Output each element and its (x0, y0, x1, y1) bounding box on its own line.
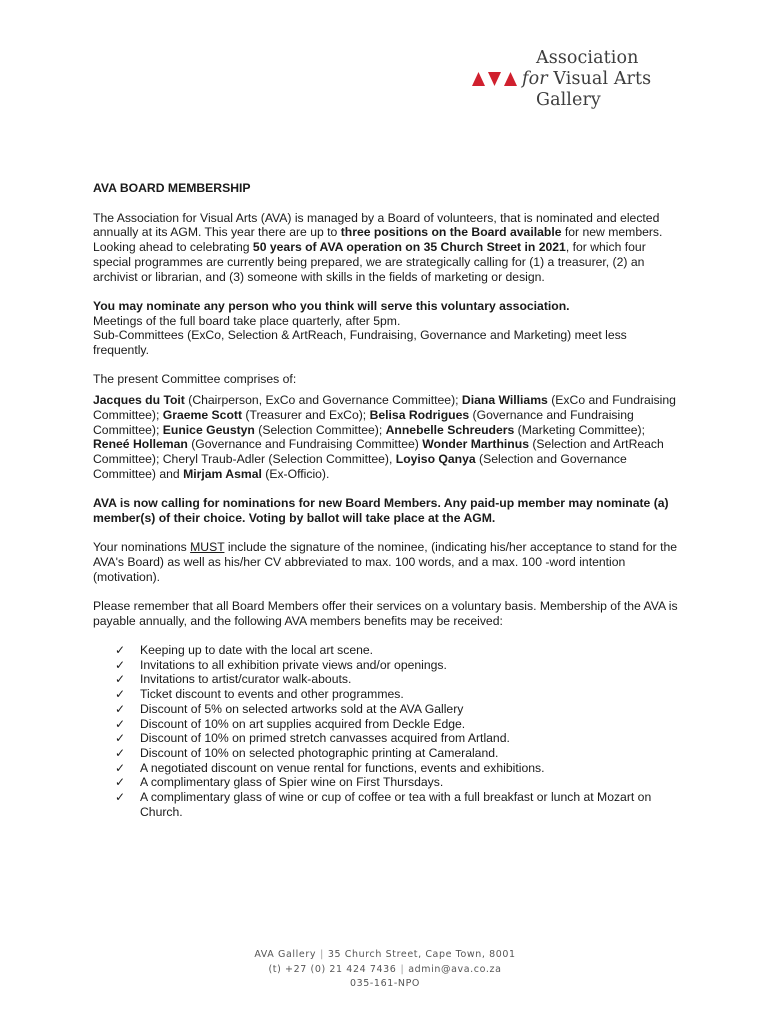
benefit-item (115, 775, 683, 790)
committee-member-name: Eunice Geustyn (162, 422, 255, 437)
committee-member-name: Wonder Marthinus (422, 437, 529, 452)
checkmark-icon: ✓ (115, 790, 126, 805)
committee-member-role: (Governance and Fundraising Committee) (187, 437, 423, 452)
committee-member-role: (Selection Committee); (254, 422, 386, 437)
benefit-item (115, 731, 683, 746)
call-for-nominations: AVA is now calling for nominations for new Board Members. Any paid-up member may nominate (a) member(s) of their choice. Voting by ballot will take place at the AGM. (93, 496, 669, 525)
committee-intro: The present Committee comprises of: (93, 372, 297, 387)
checkmark-icon: ✓ (115, 760, 126, 775)
document-body (93, 181, 683, 819)
committee-member-role: (Ex-Officio). (261, 466, 330, 481)
benefit-text: Discount of 10% on art supplies acquired from Deckle Edge. (140, 716, 466, 731)
logo-line-gallery: Gallery (536, 90, 601, 110)
committee-member-name: Jacques du Toit (93, 393, 185, 408)
benefit-item (115, 672, 683, 687)
committee-member-role: (Selection and Governance Committee) and (93, 451, 627, 481)
benefit-text: Ticket discount to events and other programmes. (140, 687, 404, 702)
logo-wordmark (522, 48, 652, 111)
membership-remember: Please remember that all Board Members offer their services on a voluntary basis. Membership of the AVA is payable annually, and the following AVA members benefits may be received: (93, 598, 678, 628)
committee-member-role: (Treasurer and ExCo); (242, 407, 370, 422)
checkmark-icon: ✓ (115, 716, 126, 731)
ava-logo (470, 48, 670, 114)
benefit-text: A complimentary glass of wine or cup of coffee or tea with a full breakfast or lunch at Mozart on Church. (140, 790, 652, 819)
committee-list (93, 393, 683, 481)
page-title: AVA BOARD MEMBERSHIP (93, 181, 251, 195)
benefit-item (115, 761, 683, 776)
committee-member-role: (ExCo and Fundraising Committee); (93, 393, 676, 422)
footer-email: admin@ava.co.za (408, 963, 502, 975)
checkmark-icon: ✓ (115, 731, 126, 746)
benefit-item (115, 643, 683, 658)
committee-member-role: (Selection and ArtReach Committee); Cheryl Traub-Adler (Selection Committee), (93, 437, 664, 466)
meetings-text: Meetings of the full board take place quarterly, after 5pm. (93, 313, 401, 328)
benefit-text: A complimentary glass of Spier wine on First Thursdays. (140, 775, 444, 790)
committee-member-role: (Governance and Fundraising Committee); (93, 407, 634, 437)
checkmark-icon: ✓ (115, 687, 126, 702)
committee-member-role: (Chairperson, ExCo and Governance Committee); (184, 393, 462, 408)
footer-contact-line: (t) +27 (0) 21 424 7436 | admin@ava.co.za (268, 963, 502, 975)
checkmark-icon: ✓ (115, 775, 126, 790)
checkmark-icon: ✓ (115, 643, 126, 657)
committee-member-name: Graeme Scott (162, 407, 243, 422)
benefit-item (115, 746, 683, 761)
logo-triangles-icon (472, 72, 517, 86)
footer-npo: 035-161-NPO (349, 978, 421, 989)
benefit-item (115, 717, 683, 732)
checkmark-icon: ✓ (115, 701, 126, 716)
committee-member-name: Annebelle Schreuders (385, 422, 515, 437)
intro-paragraph: The Association for Visual Arts (AVA) is managed by a Board of volunteers, that is nominated and elected annually at its AGM. This year there are up to three positions on the Board available for new members. Looking ahead to celebrating 50 years of AVA operation on 35 Church Street in 2021, for which four special programmes are currently being prepared, we are strategically calling for (1) a treasurer, (2) an archivist or librarian, and (3) someone with skills in the fields of marketing or design. (93, 210, 663, 284)
subcommittees-text: Sub-Committees (ExCo, Selection & ArtReach, Fundraising, Governance and Marketing) meet less frequently. (93, 328, 627, 358)
checkmark-icon: ✓ (115, 672, 126, 687)
benefit-text: Discount of 10% on selected photographic printing at Cameraland. (140, 745, 499, 760)
logo-line-visual-arts: for Visual Arts (522, 69, 652, 89)
benefit-text: Invitations to artist/curator walk-abouts. (140, 672, 352, 687)
benefit-text: Invitations to all exhibition private views and/or openings. (140, 657, 447, 672)
committee-member-role: (Marketing Committee); (514, 422, 646, 437)
footer-address-line: AVA Gallery | 35 Church Street, Cape Town, 8001 (254, 949, 516, 960)
benefit-item (115, 790, 683, 819)
benefits-list (93, 643, 683, 819)
committee-member-name: Diana Williams (461, 393, 548, 408)
benefit-item (115, 658, 683, 673)
benefit-text: Keeping up to date with the local art scene. (140, 643, 374, 657)
committee-member-name: Reneé Holleman (93, 437, 188, 452)
nominations-requirements: Your nominations MUST include the signature of the nominee, (indicating his/her acceptance to stand for the AVA's Board) as well as his/her CV abbreviated to max. 100 words, and a max. 100 -word intention (motivation). (93, 540, 678, 584)
logo-line-association: Association (536, 48, 639, 68)
benefit-item (115, 687, 683, 702)
benefit-item (115, 702, 683, 717)
committee-member-name: Belisa Rodrigues (369, 407, 470, 422)
benefit-text: A negotiated discount on venue rental for functions, events and exhibitions. (140, 760, 545, 775)
committee-member-name: Loyiso Qanya (395, 451, 476, 466)
checkmark-icon: ✓ (115, 745, 126, 760)
nominate-heading: You may nominate any person who you think will serve this voluntary association. (93, 298, 570, 313)
benefit-text: Discount of 5% on selected artworks sold at the AVA Gallery (140, 701, 464, 716)
committee-member-name: Mirjam Asmal (183, 466, 262, 481)
benefit-text: Discount of 10% on primed stretch canvasses acquired from Artland. (140, 731, 510, 746)
footer (0, 948, 770, 992)
checkmark-icon: ✓ (115, 657, 126, 672)
